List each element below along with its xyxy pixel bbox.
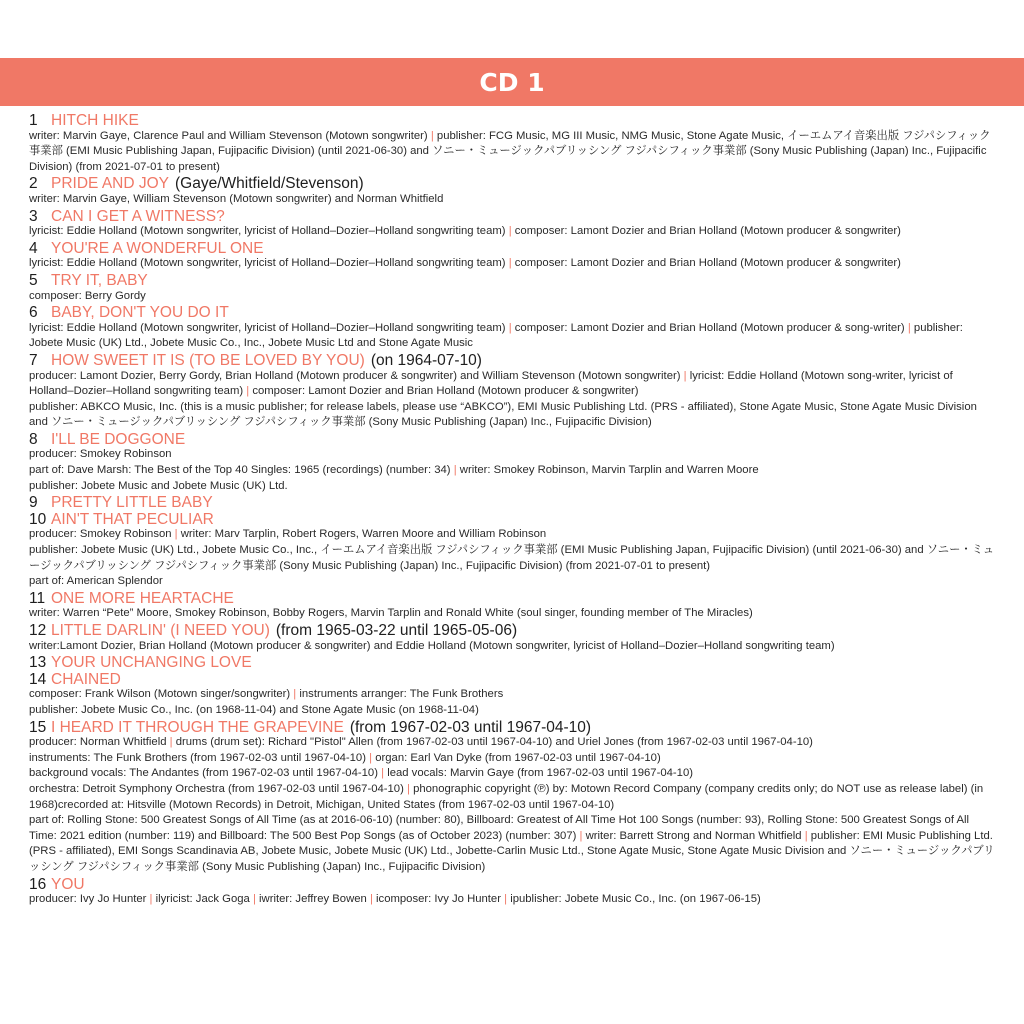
track-credits [29, 447, 995, 463]
credit-item: publisher: Jobete Music (UK) Ltd., Jobete Music Co., Inc., イーエムアイ音楽出版 フジパシフィック事業部 (EMI Music Publishing Japan, Fujipacific Division) (until 2021-06-30) and ソニー・ミュージックパブリッシング フジパシフィック事業部 (Sony Music Publishing (Japan) Inc., Fujipacific Division) (from 2021-07-01 to present) [29, 544, 995, 572]
track-number: 2 [29, 175, 38, 193]
track-title-line [29, 671, 995, 688]
track-title-line [29, 590, 995, 607]
track-title-line [29, 175, 995, 192]
credit-item: | composer: Lamont Dozier and Brian Holland (Motown producer & songwriter) [506, 257, 901, 269]
track-number: 11 [29, 589, 46, 607]
credit-item: instruments: The Funk Brothers (from 1967-02-03 until 1967-04-10) [29, 751, 366, 764]
track-number: 13 [29, 654, 47, 672]
track-credits [29, 813, 995, 875]
track-credits [29, 606, 995, 622]
track-title-line [29, 654, 995, 671]
credit-item: producer: Norman Whitfield [29, 736, 167, 749]
track-title: CHAINED [51, 670, 121, 688]
track-credits [29, 256, 995, 272]
credit-item: writer: Marvin Gaye, Clarence Paul and William Stevenson (Motown songwriter) [29, 129, 428, 142]
credit-item: | composer: Lamont Dozier and Brian Holland (Motown producer & songwriter) [506, 225, 901, 237]
track-title: PRIDE AND JOY [51, 175, 169, 193]
track-credits [29, 479, 995, 495]
credit-item: | organ: Earl Van Dyke (from 1967-02-03 until 1967-04-10) [366, 752, 661, 764]
track-number: 12 [29, 622, 47, 639]
track-entry [29, 671, 995, 719]
track-title: I HEARD IT THROUGH THE GRAPEVINE [51, 718, 344, 736]
track-credits [29, 192, 995, 208]
track-entry [29, 590, 995, 622]
credit-item: producer: Smokey Robinson [29, 448, 172, 461]
credit-item: | writer: Smokey Robinson, Marvin Tarplin and Warren Moore [451, 464, 759, 476]
track-credits [29, 639, 995, 655]
track-number: 3 [29, 207, 38, 225]
track-title: YOU'RE A WONDERFUL ONE [51, 239, 264, 257]
credit-item: | icomposer: Ivy Jo Hunter [367, 893, 501, 905]
credit-item: | composer: Lamont Dozier and Brian Holland (Motown producer & songwriter) [243, 385, 638, 397]
credit-item: | composer: Lamont Dozier and Brian Holland (Motown producer & song-writer) [506, 322, 905, 334]
credit-item: part of: American Splendor [29, 575, 163, 588]
credit-item: lyricist: Eddie Holland (Motown songwriter, lyricist of Holland–Dozier–Holland songwriting team) [29, 225, 506, 238]
track-credits [29, 289, 995, 305]
track-credits [29, 463, 995, 479]
track-credits [29, 574, 995, 590]
credit-item: composer: Frank Wilson (Motown singer/songwriter) [29, 688, 291, 701]
track-title-line [29, 494, 995, 511]
credit-item: | iwriter: Jeffrey Bowen [250, 893, 367, 905]
credit-item: lyricist: Eddie Holland (Motown songwriter, lyricist of Holland–Dozier–Holland songwriting team) [29, 321, 506, 334]
credit-item: composer: Berry Gordy [29, 289, 146, 302]
credit-item: | ipublisher: Jobete Music Co., Inc. (on 1967-06-15) [501, 893, 761, 905]
cd-banner [0, 58, 1024, 106]
credit-item: producer: Smokey Robinson [29, 528, 172, 541]
track-title: ONE MORE HEARTACHE [51, 589, 234, 607]
track-title: LITTLE DARLIN' (I NEED YOU) [51, 622, 270, 639]
track-number: 16 [29, 875, 47, 893]
credit-item: | publisher: FCG Music, MG III Music, NMG Music, Stone Agate Music, イーエムアイ音楽出版 フジパシフィック事業部 (EMI Music Publishing Japan, Fujipacific Division) (until 2021-06-30) and ソニー・ミュージックパブリッシング フジパシフィック事業部 (Sony Music Publishing (Japan) Inc., Fujipacific Division) (from 2021-07-01 to present) [29, 130, 991, 173]
track-title: CAN I GET A WITNESS? [51, 207, 225, 225]
track-entry [29, 240, 995, 272]
credit-item: producer: Lamont Dozier, Berry Gordy, Brian Holland (Motown producer & songwriter) and William Stevenson (Motown songwriter) [29, 369, 681, 382]
track-note: (from 1965-03-22 until 1965-05-06) [275, 622, 518, 639]
track-number: 14 [29, 670, 47, 688]
track-title: HITCH HIKE [51, 112, 139, 129]
track-entry [29, 352, 995, 431]
track-note: (from 1967-02-03 until 1967-04-10) [349, 718, 592, 736]
track-title-line [29, 876, 995, 893]
track-list [29, 112, 995, 908]
credit-item: writer: Warren “Pete” Moore, Smokey Robinson, Bobby Rogers, Marvin Tarplin and Ronald White (soul singer, founding member of The Miracles) [29, 607, 753, 620]
credit-item: publisher: Jobete Music and Jobete Music (UK) Ltd. [29, 479, 288, 492]
credit-item: part of: Rolling Stone: 500 Greatest Songs of All Time (as at 2016-06-10) (number: 80), Billboard: Greatest of All Time Hot 100 Songs (number: 93), Rolling Stone: 500 Greatest Songs of All Time: 2021 edition (number: 119) and Billboard: The 500 Best Pop Songs (as of October 2023) (number: 307) [29, 814, 970, 842]
credit-item: | phonographic copyright (℗) by: Motown Record Company (company credits only; do NOT use as release label) (in 1968)crecorded at: Hitsville (Motown Records) in Detroit, Michigan, United States (from 1967-02-03 until 1967-04-10) [29, 783, 983, 811]
track-credits [29, 735, 995, 751]
track-entry [29, 175, 995, 207]
track-title-line [29, 511, 995, 528]
track-credits [29, 782, 995, 813]
track-title: BABY, DON'T YOU DO IT [51, 304, 229, 322]
credit-item: | publisher: EMI Music Publishing Ltd. (PRS - affiliated), EMI Songs Scandinavia AB, Jobete Music, Jobete Music (UK) Ltd., Jobette-Carlin Music Ltd., Stone Agate Music, Stone Agate Music Division and ソニー・ミュージックパブリッシング フジパシフィック事業部 (Sony Music Publishing (Japan) Inc., Fujipacific Division) [29, 830, 995, 873]
track-credits [29, 321, 995, 352]
credit-item: writer:Lamont Dozier, Brian Holland (Motown producer & songwriter) and Eddie Holland (Motown songwriter, lyricist of Holland–Dozier–Holland songwriting team) [29, 639, 835, 652]
track-number: 15 [29, 718, 47, 736]
credit-item: publisher: Jobete Music Co., Inc. (on 1968-11-04) and Stone Agate Music (on 1968-11-04) [29, 703, 479, 716]
track-number: 8 [29, 430, 38, 448]
track-credits [29, 766, 995, 782]
track-entry [29, 511, 995, 590]
track-credits [29, 400, 995, 431]
track-title-line [29, 240, 995, 257]
track-entry [29, 494, 995, 511]
track-entry [29, 304, 995, 352]
track-entry [29, 876, 995, 908]
track-entry [29, 272, 995, 304]
track-number: 4 [29, 239, 38, 257]
credit-item: | instruments arranger: The Funk Brothers [290, 688, 503, 700]
track-number: 10 [29, 510, 47, 528]
track-title: AIN'T THAT PECULIAR [51, 510, 214, 528]
track-number: 9 [29, 494, 38, 512]
track-credits [29, 527, 995, 543]
credit-item: publisher: ABKCO Music, Inc. (this is a music publisher; for release labels, please use “ABKCO”), EMI Music Publishing Ltd. (PRS - affiliated), Stone Agate Music, Stone Agate Music Division and ソニー・ミュージックパブリッシング フジパシフィック事業部 (Sony Music Publishing (Japan) Inc., Fujipacific Division) [29, 400, 977, 429]
track-credits [29, 892, 995, 908]
credit-item: writer: Marvin Gaye, William Stevenson (Motown songwriter) and Norman Whitfield [29, 192, 444, 205]
track-credits [29, 369, 995, 400]
track-title-line [29, 719, 995, 736]
track-entry [29, 431, 995, 494]
track-title: PRETTY LITTLE BABY [51, 494, 213, 512]
track-note: (Gaye/Whitfield/Stevenson) [175, 175, 364, 193]
track-entry [29, 654, 995, 671]
track-title-line [29, 352, 995, 369]
track-note: (on 1964-07-10) [370, 351, 482, 369]
cd-title: CD 1 [479, 68, 545, 97]
credit-item: | writer: Barrett Strong and Norman Whitfield [576, 830, 801, 842]
track-title: YOU [51, 875, 85, 893]
credit-item: | ilyricist: Jack Goga [146, 893, 249, 905]
track-title-line [29, 304, 995, 321]
track-title-line [29, 272, 995, 289]
track-credits [29, 687, 995, 703]
credit-item: producer: Ivy Jo Hunter [29, 893, 147, 906]
track-title-line [29, 112, 995, 129]
track-title-line [29, 208, 995, 225]
credit-item: orchestra: Detroit Symphony Orchestra (from 1967-02-03 until 1967-04-10) [29, 782, 404, 795]
track-number: 6 [29, 304, 38, 322]
track-number: 7 [29, 351, 38, 369]
track-number: 5 [29, 271, 38, 289]
track-title-line [29, 431, 995, 448]
credit-item: | writer: Marv Tarplin, Robert Rogers, Warren Moore and William Robinson [172, 528, 547, 540]
track-title: YOUR UNCHANGING LOVE [51, 654, 252, 672]
track-number: 1 [29, 112, 38, 129]
track-entry [29, 622, 995, 654]
track-credits [29, 129, 995, 176]
track-credits [29, 543, 995, 574]
track-credits [29, 751, 995, 767]
track-title: I'LL BE DOGGONE [51, 430, 186, 448]
track-entry [29, 112, 995, 175]
track-entry [29, 719, 995, 876]
track-credits [29, 703, 995, 719]
credit-item: lyricist: Eddie Holland (Motown songwriter, lyricist of Holland–Dozier–Holland songwriting team) [29, 257, 506, 270]
track-title: HOW SWEET IT IS (TO BE LOVED BY YOU) [51, 351, 365, 369]
track-entry [29, 208, 995, 240]
credit-item: | lead vocals: Marvin Gaye (from 1967-02-03 until 1967-04-10) [378, 767, 693, 779]
credit-item: | drums (drum set): Richard "Pistol" Allen (from 1967-02-03 until 1967-04-10) and Uriel Jones (from 1967-02-03 until 1967-04-10) [167, 736, 813, 748]
credit-item: part of: Dave Marsh: The Best of the Top 40 Singles: 1965 (recordings) (number: 34) [29, 464, 451, 477]
track-title: TRY IT, BABY [51, 271, 148, 289]
credit-item: background vocals: The Andantes (from 1967-02-03 until 1967-04-10) [29, 767, 378, 780]
track-credits [29, 224, 995, 240]
credit-item: | publisher: Jobete Music (UK) Ltd., Jobete Music Co., Inc., Jobete Music Ltd and Stone Agate Music [29, 322, 963, 350]
track-title-line [29, 622, 995, 639]
credit-item: | lyricist: Eddie Holland (Motown song-writer, lyricist of Holland–Dozier–Holland songwriting team) [29, 370, 953, 398]
